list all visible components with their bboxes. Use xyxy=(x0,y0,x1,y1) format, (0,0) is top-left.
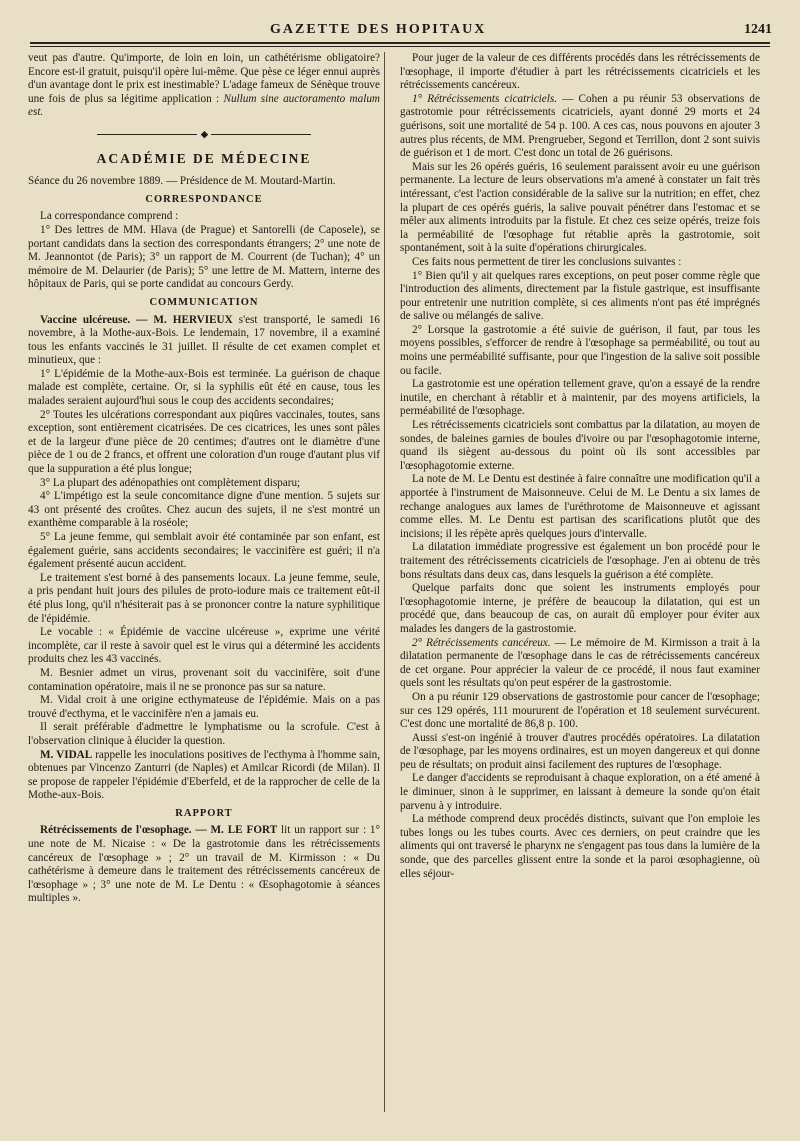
paragraph: Les rétrécissements cicatriciels sont combattus par la dilatation, au moyen de sondes, de baleines garnies de boules d'ivoire ou par l'œsophagotomie interne, quand ils siègent au-dessous du point où ils sont accessibles par l'œsophagotomie externe. xyxy=(400,419,760,472)
communication-heading: COMMUNICATION xyxy=(149,296,259,308)
header-rule xyxy=(30,42,770,47)
paragraph: Aussi s'est-on ingénié à trouver d'autres procédés opératoires. La dilatation de l'œsophage, par les moyens ordinaires, est un moyen dangereux et qui donne peu de résultats; on produit ainsi facilement des ruptures de l'œsophage. xyxy=(400,731,760,771)
intro-paragraph: veut pas d'autre. Qu'importe, de loin en loin, un cathétérisme obligatoire? Encore est-il gratuit, puisqu'il opère lui-même. Que pèse ce léger ennui auprès d'un avantage dont le prix est inestimable? L'adage fameux de Sénèque trouve une fois de plus sa légitime application : Nullum sine auctoramento malum est. xyxy=(28,52,380,119)
paragraph: 1° Bien qu'il y ait quelques rares exceptions, on peut poser comme règle que l'introduction des aliments, directement par la fistule gastrique, est insuffisante pour entretenir une nutrition complète, si ces aliments n'ont pas été imprégnés de salive ou mélangés de salive. xyxy=(400,269,760,323)
paragraph: La méthode comprend deux procédés distincts, suivant que l'on emploie les tubes longs ou les tubes courts. Avec ces derniers, on peut craindre que les aliments qui ont traversé le pharynx ne s'engagent pas tous dans la lumière de la sonde, que des parcelles glissent entre la sonde et la paroi œsophagienne, où elles séjour- xyxy=(400,813,760,880)
column-divider xyxy=(384,52,385,1112)
paragraph: M. Vidal croit à une origine ecthymateuse de l'épidémie. Mais on a pas trouvé d'ecthyma, et le vaccinifère n'en a jamais eu. xyxy=(28,694,380,720)
paragraph: 5° La jeune femme, qui semblait avoir été contaminée par son enfant, est également guérie, sans accidents secondaires; le vaccinifère est guéri; il n'a également présenté aucun accident. xyxy=(28,531,380,571)
paragraph: 1° Des lettres de MM. Hlava (de Prague) et Santorelli (de Caposele), se portant candidats dans la section des correspondants étrangers; 2° une note de M. Jeannontot (de Paris); 3° un rapport de M. Courrent (de Tuchan); 4° un mémoire de M. Delaurier (de Paris); 5° une lettre de M. Mattern, interne des hôpitaux de Paris, qui se porte candidat au concours Gerdy. xyxy=(28,223,380,291)
vidal-name: M. VIDAL xyxy=(40,748,93,761)
correspondence-heading: CORRESPONDANCE xyxy=(145,193,263,205)
latin-quote: Nullum sine auctoramento malum est. xyxy=(28,92,380,119)
paragraph: Mais sur les 26 opérés guéris, 16 seulement paraissent avoir eu une guérison permanente. La lecture de leurs observations m'a amené à constater un fait très intéressant, c'est l'action considérable de la salive sur la nutrition; en effet, chez la plupart de ces opérés guéris, la salive pouvait pénétrer dans l'estomac et se mêler aux aliments introduits par la fistule. Et chez ces seize opérés, treize fois la perméabilité de l'œsophage fut rétablie après la gastrotomie, soit spontanément, soit à la suite d'opérations chirurgicales. xyxy=(400,160,760,255)
section-ornament: ◆ xyxy=(28,128,380,142)
paragraph: M. VIDAL rappelle les inoculations positives de l'ecthyma à l'homme sain, obtenues par Vincenzo Zanturri (de Naples) et Amilcar Ricordi (de Milan). Il se propose de rappeler l'épidémie d'Eberfeld, et de la rapprocher de celle de la Mothe-aux-Bois. xyxy=(28,748,380,802)
paragraph: Rétrécissements de l'œsophage. — M. LE FORT lit un rapport sur : 1° une note de M. Nicaise : « De la gastrotomie dans les rétrécissements cancéreux de l'œsophage » ; 2° un travail de M. Kirmisson : « Du cathétérisme à demeure dans le traitement des rétrécissements cancéreux de l'œsophage » ; 3° une note de M. Le Dentu : « Œsophagotomie à séances multiples ». xyxy=(28,824,380,905)
paragraph: Quelque parfaits donc que soient les instruments employés pour l'œsophagotomie interne, je préfère de beaucoup la dilatation, qui est un procédé que, dans beaucoup de cas, on aurait dû employer pour éviter aux malades les dangers de la gastrostomie. xyxy=(400,582,760,635)
session-line: Séance du 26 novembre 1889. — Présidence de M. Moutard-Martin. xyxy=(28,175,336,188)
paragraph: La dilatation immédiate progressive est également un bon procédé pour le traitement des rétrécissements cicatriciels de l'œsophage. J'en ai obtenu de très bons résultats dans deux cas, dans lesquels la guérison a été complète. xyxy=(400,541,760,581)
paragraph: 2° Toutes les ulcérations correspondant aux piqûres vaccinales, toutes, sans exception, sont entièrement cicatrisées. De ces cicatrices, les unes sont pâles et de la largeur d'une pièce de 20 centimes; d'autres ont le diamètre d'une pièce de 1 ou de 2 francs, et offrent une coloration d'un rouge d'autant plus vif que la suppuration a été plus longue; xyxy=(28,408,380,476)
academy-title: ACADÉMIE DE MÉDECINE xyxy=(96,150,312,166)
page-number: 1241 xyxy=(744,22,772,37)
paragraph: La correspondance comprend : xyxy=(40,210,179,223)
left-column xyxy=(28,52,380,906)
paragraph: M. Besnier admet un virus, provenant soit du vaccinifère, soit d'une contamination opératoire, mais il ne se prononce pas sur sa nature. xyxy=(28,666,380,693)
journal-title: GAZETTE DES HOPITAUX xyxy=(270,22,487,37)
paragraph: On a pu réunir 129 observations de gastrostomie pour cancer de l'œsophage; sur ces 129 opérés, 111 moururent de l'opération et 18 seulement survécurent. C'est donc une mortalité de 86,8 p. 100. xyxy=(400,690,760,731)
paragraph: Vaccine ulcéreuse. — M. HERVIEUX s'est transporté, le samedi 16 novembre, à la Mothe-aux-Bois. Le lendemain, 17 novembre, il a examiné tous les enfants vaccinés le 31 juillet. Il résulte de cet examen complet et minutieux, que : xyxy=(28,313,381,367)
paragraph: Ces faits nous permettent de tirer les conclusions suivantes : xyxy=(412,255,682,268)
paragraph: Il serait préférable d'admettre le lymphatisme ou la scrofule. C'est à l'observation clinique à élucider la question. xyxy=(28,721,380,747)
vaccine-lead: Vaccine ulcéreuse. xyxy=(40,313,131,326)
paragraph: Le vocable : « Épidémie de vaccine ulcéreuse », exprime une vérité incomplète, car il reste à savoir quel est le virus qui a déterminé les accidents produits chez les 43 vaccinés. xyxy=(28,626,380,666)
paragraph: Le traitement s'est borné à des pansements locaux. La jeune femme, seule, a pris pendant huit jours des pilules de proto-iodure mais ce traitement eût-il été plus long, qu'il n'hésiterait pas à se prononcer contre la nature syphilitique de l'épidémie. xyxy=(28,571,380,625)
oesophagus-author: — M. LE FORT xyxy=(195,824,278,837)
paragraph: 1° Rétrécissements cicatriciels. — Cohen a pu réunir 53 observations de gastrotomie pour rétrécissements cicatriciels, ayant donné 29 morts et 24 guérisons, soit une mortalité de 54 p. 100. A ces cas, nous pouvons en ajouter 3 autres plus récents, de MM. Prengrueber, Segond et Terrillon, dont 2 sont suivis de guérison et 1 de mort. C'est donc un total de 26 guérisons. xyxy=(400,92,760,160)
paragraph: Le danger d'accidents se reproduisant à chaque exploration, on a été amené à le diminuer, sinon à le supprimer, en laissant à demeure la sonde qu'on était parvenu à y introduire. xyxy=(400,772,760,812)
paragraph: 2° Rétrécissements cancéreux. — Le mémoire de M. Kirmisson a trait à la dilatation permanente de l'œsophage dans le cas de rétrécissements cancéreux de cet organe. Pour apprécier la valeur de ce procédé, il nous faut examiner quels sont les résultats qu'on peut espérer de la gastrostomie. xyxy=(400,636,760,690)
subsection-label: 1° Rétrécissements cicatriciels. xyxy=(412,92,557,105)
oesophagus-lead: Rétrécissements de l'œsophage. xyxy=(40,824,192,837)
right-column xyxy=(400,52,760,881)
paragraph: 4° L'impétigo est la seule concomitance digne d'une mention. 5 sujets sur 43 ont présenté des croûtes. Chez aucun des sujets, il ne s'est montré un exanthème comparable à la roséole; xyxy=(28,490,380,530)
subsection-label: 2° Rétrécissements cancéreux. xyxy=(412,636,551,649)
rapport-heading: RAPPORT xyxy=(175,807,233,819)
paragraph: 3° La plupart des adénopathies ont complètement disparu; xyxy=(40,476,301,489)
vaccine-author: — M. HERVIEUX xyxy=(136,313,233,326)
paragraph: La note de M. Le Dentu est destinée à faire connaître une modification qu'il a apportée à l'instrument de Maisonneuve. Celui de M. Le Dentu a six lames de rechange analogues aux lames de l'uréthrotome de Maisonneuve et agissant comme elles. M. Le Dentu est partisan des scarifications plutôt que des incisions; il les répète après quelques jours d'intervalle. xyxy=(400,473,760,540)
paragraph: La gastrotomie est une opération tellement grave, qu'on a essayé de la rendre inutile, en cherchant à rétablir et à maintenir, par des moyens artificiels, la perméabilité de l'œsophage. xyxy=(400,378,760,418)
paragraph: Pour juger de la valeur de ces différents procédés dans les rétrécissements de l'œsophage, il importe d'étudier à part les rétrécissements cicatriciels et les rétrécissements cancéreux. xyxy=(400,52,760,92)
running-head xyxy=(0,22,800,42)
paragraph: 2° Lorsque la gastrotomie a été suivie de guérison, il faut, par tous les moyens possibles, s'efforcer de rendre à l'œsophage sa perméabilité, ou tout au moins une perméabilité suffisante, pour que l'ingestion de la salive soit possible ou facile. xyxy=(400,323,760,377)
paragraph: 1° L'épidémie de la Mothe-aux-Bois est terminée. La guérison de chaque malade est complète, certaine. Or, si la syphilis eût été en cause, tous les malades seraient aujourd'hui sous le coup des accidents secondaires; xyxy=(28,367,380,408)
